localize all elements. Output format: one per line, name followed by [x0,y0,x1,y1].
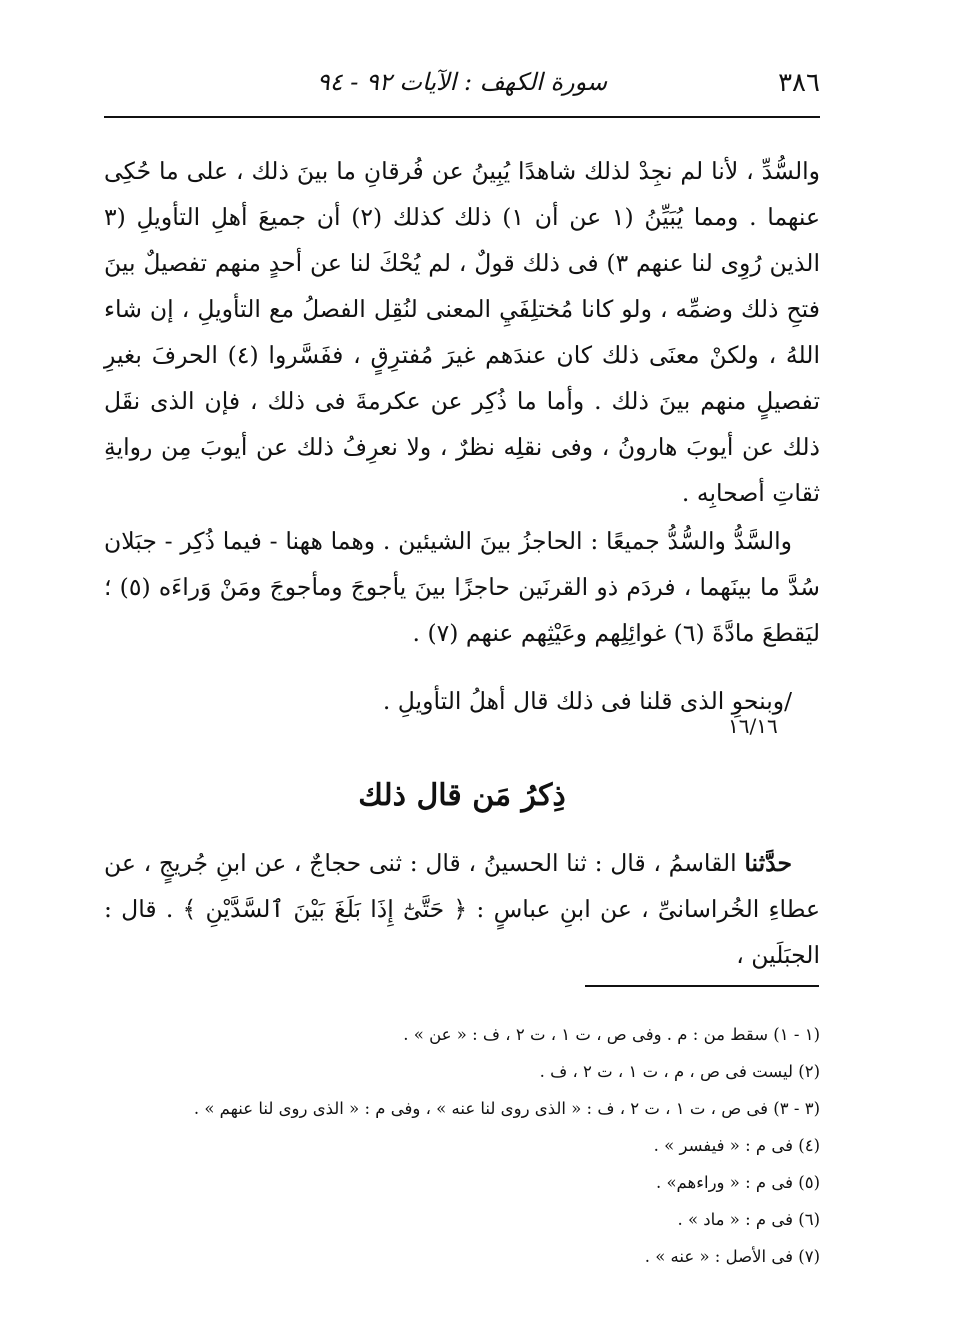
main-text [104,148,820,724]
footnote: (١ - ١) سقط من : م . وفى ص ، ت ١ ، ت ٢ ، ف : « عن » . [403,1025,820,1044]
footnote: (٢) ليست فى ص ، م ، ت ١ ، ت ٢ ، ف . [539,1062,820,1081]
paragraph-4 [104,840,820,978]
footnotes [104,1016,820,1275]
margin-reference: ١٦/١٦ [728,714,778,738]
footnote: (٦) فى م : « ماد » . [677,1210,820,1229]
section-title: ذِكرُ مَن قال ذلك [358,778,566,813]
paragraph-3: /وبنحوِ الذى قلنا فى ذلك قال أهلُ التأويلِ . [382,687,792,715]
footnote: (٤) فى م : « فيفسر » . [653,1136,820,1155]
page-number: ٣٨٦ [778,68,820,98]
paragraph-1: والسُّدِّ ، لأنا لم نجِدْ لذلك شاهدًا يُبِينُ عن فُرقانِ ما بينَ ذلك ، على ما حُكِى عنهما . ومما يُبَيِّنُ (١ عن أن ١) ذلك كذلك (٢) أن جميعَ أهلِ التأويلِ (٣ الذين رُوِى لنا عنهم ٣) فى ذلك قولٌ ، لم يُحْكَ لنا عن أحدٍ منهم تفصيلٌ بينَ فتحِ ذلك وضمِّه ، ولو كانا مُختلِفَيِ المعنى لنُقِل الفصلُ مع التأويلِ ، إن شاء اللهُ ، ولكنْ معنَى ذلك كان عندَهم غيرَ مُفترِقٍ ، ففَسَّروا (٤) الحرفَ بغيرِ تفصيلٍ منهم بينَ ذلك . وأما ما ذُكِر عن عكرمةَ فى ذلك ، فإن الذى نقَل ذلك عن أيوبَ هارونُ ، وفى نقلِه نظرٌ ، ولا نعرِفُ ذلك عن أيوبَ مِن روايةِ ثقاتِ أصحابِه . [104,157,820,507]
footnote: (٧) فى الأصل : « عنه » . [644,1247,820,1266]
narration-block [104,840,820,978]
narration-lead: حدَّثنا [744,849,792,877]
footnote: (٣ - ٣) فى ص ، ت ١ ، ت ٢ ، ف : « الذى روى لنا عنه » ، وفى م : « الذى روى لنا عنهم » . [193,1099,820,1118]
running-head: سورة الكهف : الآيات ٩٢ - ٩٤ [316,68,608,96]
footnote-rule [585,985,819,987]
page-header [104,62,820,102]
header-rule [104,116,820,118]
narration-text: القاسمُ ، قال : ثنا الحسينُ ، قال : ثنى حجاجٌ ، عن ابنِ جُريجٍ ، عن عطاءِ الخُراسانىِّ ، عن ابنِ عباسٍ : ﴿ حَتَّىٰٓ إِذَا بَلَغَ بَيْنَ ٱلسَّدَّيْنِ ﴾ . قال : الجبَلَين ، [104,849,820,969]
paragraph-2: والسَّدُّ والسُّدُّ جميعًا : الحاجزُ بينَ الشيئين . وهما ههنا - فيما ذُكِر - جبَلان سُدَّ ما بينَهما ، فردَم ذو القرنَين حاجزًا بينَ يأجوجَ ومأجوجَ ومَنْ وَراءَه (٥) ؛ ليَقطعَ مادَّةَ (٦) غوائِلِهم وعَيْثِهم عنهم (٧) . [104,527,820,647]
footnote: (٥) فى م : « وراءهم» . [655,1173,820,1192]
